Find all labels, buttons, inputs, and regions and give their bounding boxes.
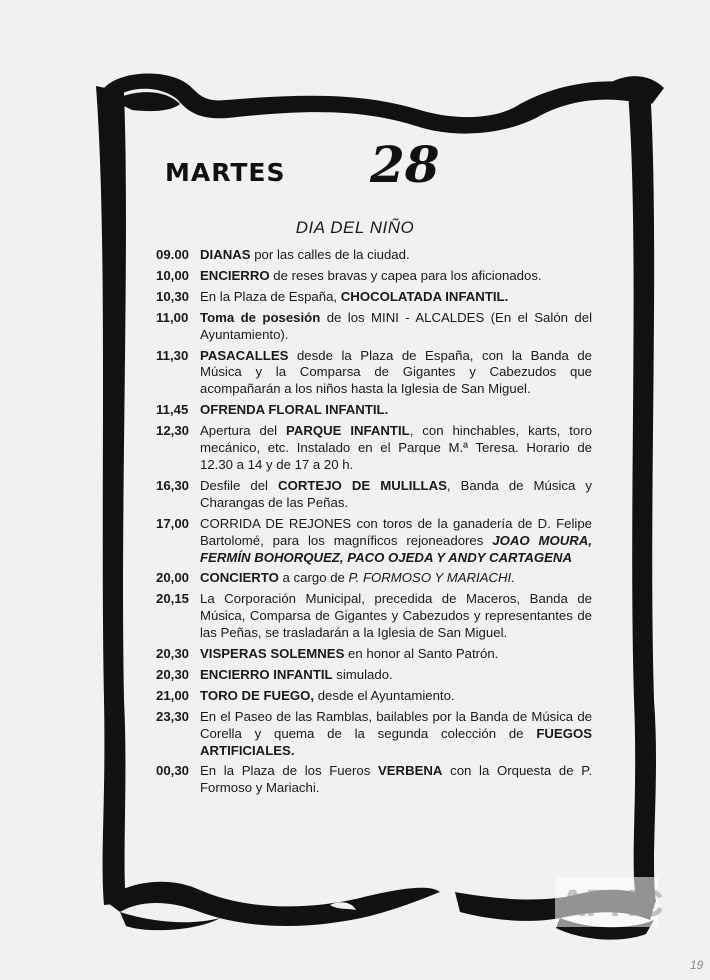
entry-description	[200, 646, 592, 663]
program-entry	[156, 310, 592, 344]
entry-time: 20,30	[156, 666, 190, 682]
program-entry	[156, 709, 592, 760]
entry-text: por las calles de la ciudad.	[250, 247, 410, 262]
entry-description	[200, 688, 592, 705]
entry-text: CONCIERTO	[200, 570, 279, 586]
entry-text: desde la Plaza de España, con la Banda de Música y la Comparsa de Gigantes y Cabezudos que acompañarán a los niños hasta la Iglesia de San Miguel.	[200, 347, 592, 397]
entry-text: Toma de posesión	[200, 309, 321, 325]
entry-time: 21,00	[156, 687, 190, 703]
entry-text: En la Plaza de España,	[200, 288, 341, 304]
entry-description	[200, 402, 592, 419]
entry-description	[200, 591, 592, 642]
program-entry	[156, 763, 592, 797]
entry-text: VISPERAS SOLEMNES	[200, 646, 345, 662]
entry-description	[200, 516, 592, 567]
entry-time: 20,30	[156, 646, 190, 662]
entry-text: con la Orquesta de P. Formoso y Mariachi.	[200, 763, 592, 796]
entry-text: , con hinchables, karts, toro mecánico, etc. Instalado en el Parque M.ª Teresa. Horario de 12.30 a 14 y de 17 a 20 h.	[200, 423, 592, 472]
entry-text: en honor al Santo Patrón.	[344, 646, 499, 662]
day-name: MARTES	[165, 158, 286, 187]
entry-time: 00,30	[156, 763, 190, 779]
program-entry	[156, 289, 592, 306]
program-entry	[156, 591, 592, 642]
entry-description	[200, 763, 592, 797]
entry-text: de los MINI - ALCALDES (En el Salón del Ayuntamiento).	[200, 309, 592, 342]
entry-time: 12,30	[156, 423, 190, 439]
entry-text: PARQUE INFANTIL	[286, 423, 410, 439]
entry-description	[200, 289, 592, 306]
entry-time: 11,30	[156, 347, 189, 363]
entry-time: 10,30	[156, 288, 190, 304]
program-entry	[156, 348, 592, 399]
entry-text: FUEGOS ARTIFICIALES.	[200, 725, 592, 758]
program-entry	[156, 646, 592, 663]
program-entry	[156, 667, 592, 684]
watermark-logo	[555, 877, 663, 927]
entry-time: 09.00	[156, 247, 190, 262]
entry-time: 11,45	[156, 402, 189, 418]
entry-description	[200, 667, 592, 684]
program-entry	[156, 570, 592, 587]
entry-text: PASACALLES	[200, 347, 289, 363]
entry-text: En el Paseo de las Ramblas, bailables por la Banda de Música de Corella y quema de la segunda colección de	[200, 708, 592, 741]
entry-text: TORO DE FUEGO,	[200, 687, 315, 703]
program-entry	[156, 688, 592, 705]
entry-description	[200, 709, 592, 760]
entry-text: JOAO MOURA, FERMÍN BOHORQUEZ, PACO OJEDA Y ANDY CARTAGENA	[200, 532, 592, 565]
entry-time: 16,30	[156, 477, 190, 493]
program-entry	[156, 247, 592, 264]
entry-description	[200, 478, 592, 512]
entry-description	[200, 570, 592, 587]
entry-description	[200, 423, 592, 474]
entry-text: Desfile del	[200, 477, 279, 493]
entry-text: simulado.	[332, 666, 393, 682]
corner-mark: 19	[690, 958, 704, 972]
entry-text: desde el Ayuntamiento.	[314, 687, 455, 703]
entry-text: Apertura del	[200, 423, 287, 439]
entry-description	[200, 310, 592, 344]
day-heading	[165, 135, 465, 200]
entry-time: 10,00	[156, 267, 190, 283]
entry-description	[200, 247, 592, 264]
entry-description	[200, 268, 592, 285]
watermark-text: APHC	[559, 883, 663, 925]
program-list	[156, 247, 592, 801]
entry-text: CORRIDA DE REJONES con toros de la ganadería de D. Felipe Bartolomé, para los magníficos rejoneadores	[200, 515, 592, 548]
entry-time: 11,00	[156, 309, 189, 325]
entry-text: CORTEJO DE MULILLAS	[278, 477, 447, 493]
day-number: 28	[370, 135, 440, 194]
entry-text: En la Plaza de los Fueros	[200, 763, 378, 779]
day-subtitle: DIA DEL NIÑO	[295, 218, 415, 237]
entry-text: CHOCOLATADA INFANTIL.	[340, 288, 509, 304]
entry-time: 17,00	[156, 515, 190, 531]
entry-text: OFRENDA FLORAL INFANTIL.	[200, 402, 389, 418]
entry-text: VERBENA	[377, 763, 443, 779]
entry-text: La Corporación Municipal, precedida de Maceros, Banda de Música, Comparsa de Gigantes y Cabezudos y representantes de las Peñas, se trasladarán a la Iglesia de San Miguel.	[200, 591, 592, 641]
entry-text: , Banda de Música y Charangas de las Peñas.	[200, 477, 592, 510]
program-entry	[156, 516, 592, 567]
program-entry	[156, 478, 592, 512]
entry-text: DIANAS	[200, 247, 251, 262]
entry-time: 23,30	[156, 708, 190, 724]
entry-text: de reses bravas y capea para los aficionados.	[269, 267, 542, 283]
program-entry	[156, 423, 592, 474]
entry-text: P. FORMOSO Y MARIACHI.	[348, 570, 515, 586]
entry-description	[200, 348, 592, 399]
program-entry	[156, 268, 592, 285]
entry-time: 20,15	[156, 591, 190, 607]
entry-time: 20,00	[156, 570, 190, 586]
entry-text: ENCIERRO INFANTIL	[200, 666, 333, 682]
program-entry	[156, 402, 592, 419]
entry-text: a cargo de	[278, 570, 349, 586]
entry-text: ENCIERRO	[200, 267, 270, 283]
